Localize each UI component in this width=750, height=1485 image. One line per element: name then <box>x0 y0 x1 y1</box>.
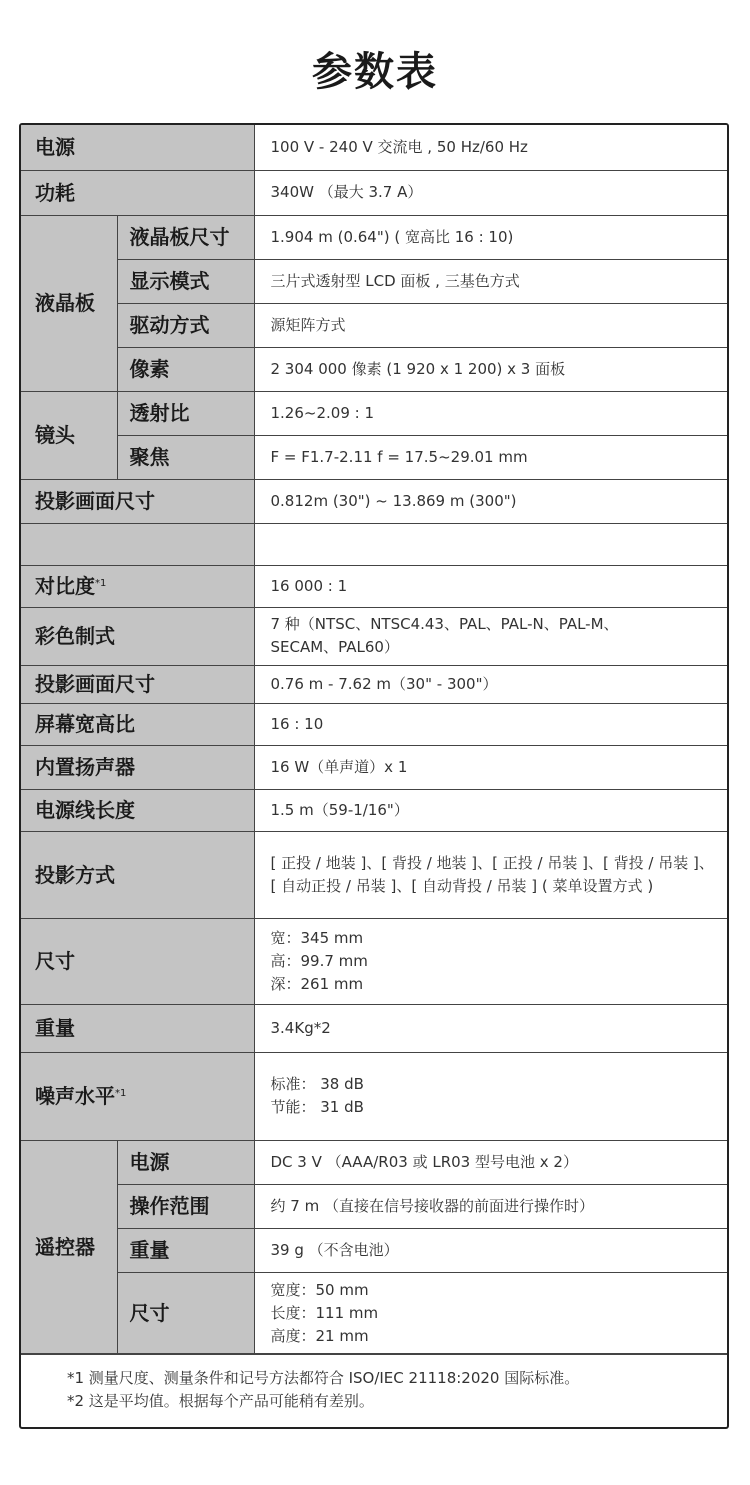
row-value-remote-power: DC 3 V （AAA/R03 或 LR03 型号电池 x 2） <box>254 1140 727 1184</box>
noise-standard: 标准： 38 dB <box>270 1075 364 1093</box>
noise-eco: 节能： 31 dB <box>270 1098 364 1116</box>
dimension-depth: 深：261 mm <box>270 974 364 993</box>
footnotes <box>21 1353 727 1429</box>
table-row <box>21 745 727 789</box>
row-label-power: 电源 <box>21 125 254 170</box>
table-row <box>21 303 727 347</box>
row-label-screen-size-1: 投影画面尺寸 <box>21 479 254 523</box>
row-label-cable: 电源线长度 <box>21 789 254 831</box>
row-value-throw: 1.26~2.09 : 1 <box>254 391 727 435</box>
row-label-pixels: 像素 <box>117 347 254 391</box>
row-value-power: 100 V - 240 V 交流电 , 50 Hz/60 Hz <box>254 125 727 170</box>
table-row <box>21 607 727 665</box>
table-row <box>21 347 727 391</box>
table-row-empty <box>21 523 727 565</box>
table-row <box>21 479 727 523</box>
row-label-focus: 聚焦 <box>117 435 254 479</box>
footnote-1: *1 测量尺度、测量条件和记号方法都符合 ISO/IEC 21118:2020 国际标准。 <box>67 1369 580 1387</box>
row-value-remote-size <box>254 1272 727 1354</box>
color-value-line-1: 7 种（NTSC、NTSC4.43、PAL、PAL-N、PAL-M、 <box>270 615 619 633</box>
remote-size-width: 宽度：50 mm <box>270 1280 369 1299</box>
table-row <box>21 215 727 259</box>
table-row <box>21 1052 727 1140</box>
table-row <box>21 391 727 435</box>
table-row <box>21 918 727 1004</box>
row-label-speaker: 内置扬声器 <box>21 745 254 789</box>
table-row <box>21 435 727 479</box>
table-row <box>21 1184 727 1228</box>
row-value-display-mode: 三片式透射型 LCD 面板 , 三基色方式 <box>254 259 727 303</box>
row-value-drive: 源矩阵方式 <box>254 303 727 347</box>
spec-table <box>19 123 729 1429</box>
footnote-2: *2 这是平均值。根据每个产品可能稍有差别。 <box>67 1392 374 1410</box>
row-label-throw: 透射比 <box>117 391 254 435</box>
row-label-remote-weight: 重量 <box>117 1228 254 1272</box>
row-label-dimensions: 尺寸 <box>21 918 254 1004</box>
group-label-lens: 镜头 <box>21 391 117 479</box>
group-label-remote: 遥控器 <box>21 1140 117 1354</box>
table-row <box>21 170 727 215</box>
row-value-pixels: 2 304 000 像素 (1 920 x 1 200) x 3 面板 <box>254 347 727 391</box>
row-label-lcd-size: 液晶板尺寸 <box>117 215 254 259</box>
row-value-dimensions <box>254 918 727 1004</box>
row-value-projection <box>254 831 727 918</box>
row-value-aspect: 16 : 10 <box>254 703 727 745</box>
row-value-contrast: 16 000 : 1 <box>254 565 727 607</box>
table-row <box>21 1228 727 1272</box>
row-value-consumption: 340W （最大 3.7 A） <box>254 170 727 215</box>
row-value-cable: 1.5 m（59-1/16"） <box>254 789 727 831</box>
row-label-drive: 驱动方式 <box>117 303 254 347</box>
group-label-lcd: 液晶板 <box>21 215 117 391</box>
row-value-screen-size-1: 0.812m (30") ~ 13.869 m (300") <box>254 479 727 523</box>
table-row <box>21 831 727 918</box>
remote-size-height: 高度：21 mm <box>270 1326 369 1345</box>
dimension-height: 高：99.7 mm <box>270 951 368 970</box>
dimension-width: 宽：345 mm <box>270 928 364 947</box>
table-row <box>21 789 727 831</box>
row-value-remote-weight: 39 g （不含电池） <box>254 1228 727 1272</box>
row-label-empty <box>21 523 254 565</box>
row-value-lcd-size: 1.904 m (0.64") ( 宽高比 16 : 10) <box>254 215 727 259</box>
row-label-consumption: 功耗 <box>21 170 254 215</box>
noise-label-text: 噪声水平 <box>35 1084 115 1108</box>
noise-footnote-mark: *1 <box>115 1088 127 1099</box>
row-value-remote-range: 约 7 m （直接在信号接收器的前面进行操作时） <box>254 1184 727 1228</box>
page-title: 参数表 <box>312 49 438 95</box>
projection-value-line-1: [ 正投 / 地装 ]、[ 背投 / 地装 ]、[ 正投 / 吊装 ]、[ 背投 / 吊装 ]、 <box>270 853 714 872</box>
table-row <box>21 703 727 745</box>
table-row <box>21 1140 727 1184</box>
row-label-weight: 重量 <box>21 1004 254 1052</box>
row-label-color: 彩色制式 <box>21 607 254 665</box>
row-label-aspect: 屏幕宽高比 <box>21 703 254 745</box>
row-label-screen-size-2: 投影画面尺寸 <box>21 665 254 703</box>
row-label-noise <box>21 1052 254 1140</box>
table-row <box>21 1272 727 1354</box>
row-label-remote-range: 操作范围 <box>117 1184 254 1228</box>
row-label-contrast <box>21 565 254 607</box>
color-value-line-2: SECAM、PAL60） <box>270 638 399 656</box>
table-row <box>21 665 727 703</box>
table-row <box>21 1004 727 1052</box>
row-label-display-mode: 显示模式 <box>117 259 254 303</box>
row-value-weight: 3.4Kg*2 <box>254 1004 727 1052</box>
row-value-focus: F = F1.7-2.11 f = 17.5~29.01 mm <box>254 435 727 479</box>
contrast-footnote-mark: *1 <box>95 578 107 589</box>
row-value-noise <box>254 1052 727 1140</box>
row-label-projection: 投影方式 <box>21 831 254 918</box>
row-label-remote-power: 电源 <box>117 1140 254 1184</box>
row-value-screen-size-2: 0.76 m - 7.62 m（30" - 300"） <box>254 665 727 703</box>
projection-value-line-2: [ 自动正投 / 吊装 ]、[ 自动背投 / 吊装 ] ( 菜单设置方式 ) <box>270 876 654 895</box>
remote-size-length: 长度：111 mm <box>270 1303 379 1322</box>
row-value-color <box>254 607 727 665</box>
table-row <box>21 259 727 303</box>
row-label-remote-size: 尺寸 <box>117 1272 254 1354</box>
contrast-label-text: 对比度 <box>35 574 95 598</box>
row-value-empty <box>254 523 727 565</box>
row-value-speaker: 16 W（单声道）x 1 <box>254 745 727 789</box>
table-row <box>21 125 727 170</box>
table-row <box>21 565 727 607</box>
